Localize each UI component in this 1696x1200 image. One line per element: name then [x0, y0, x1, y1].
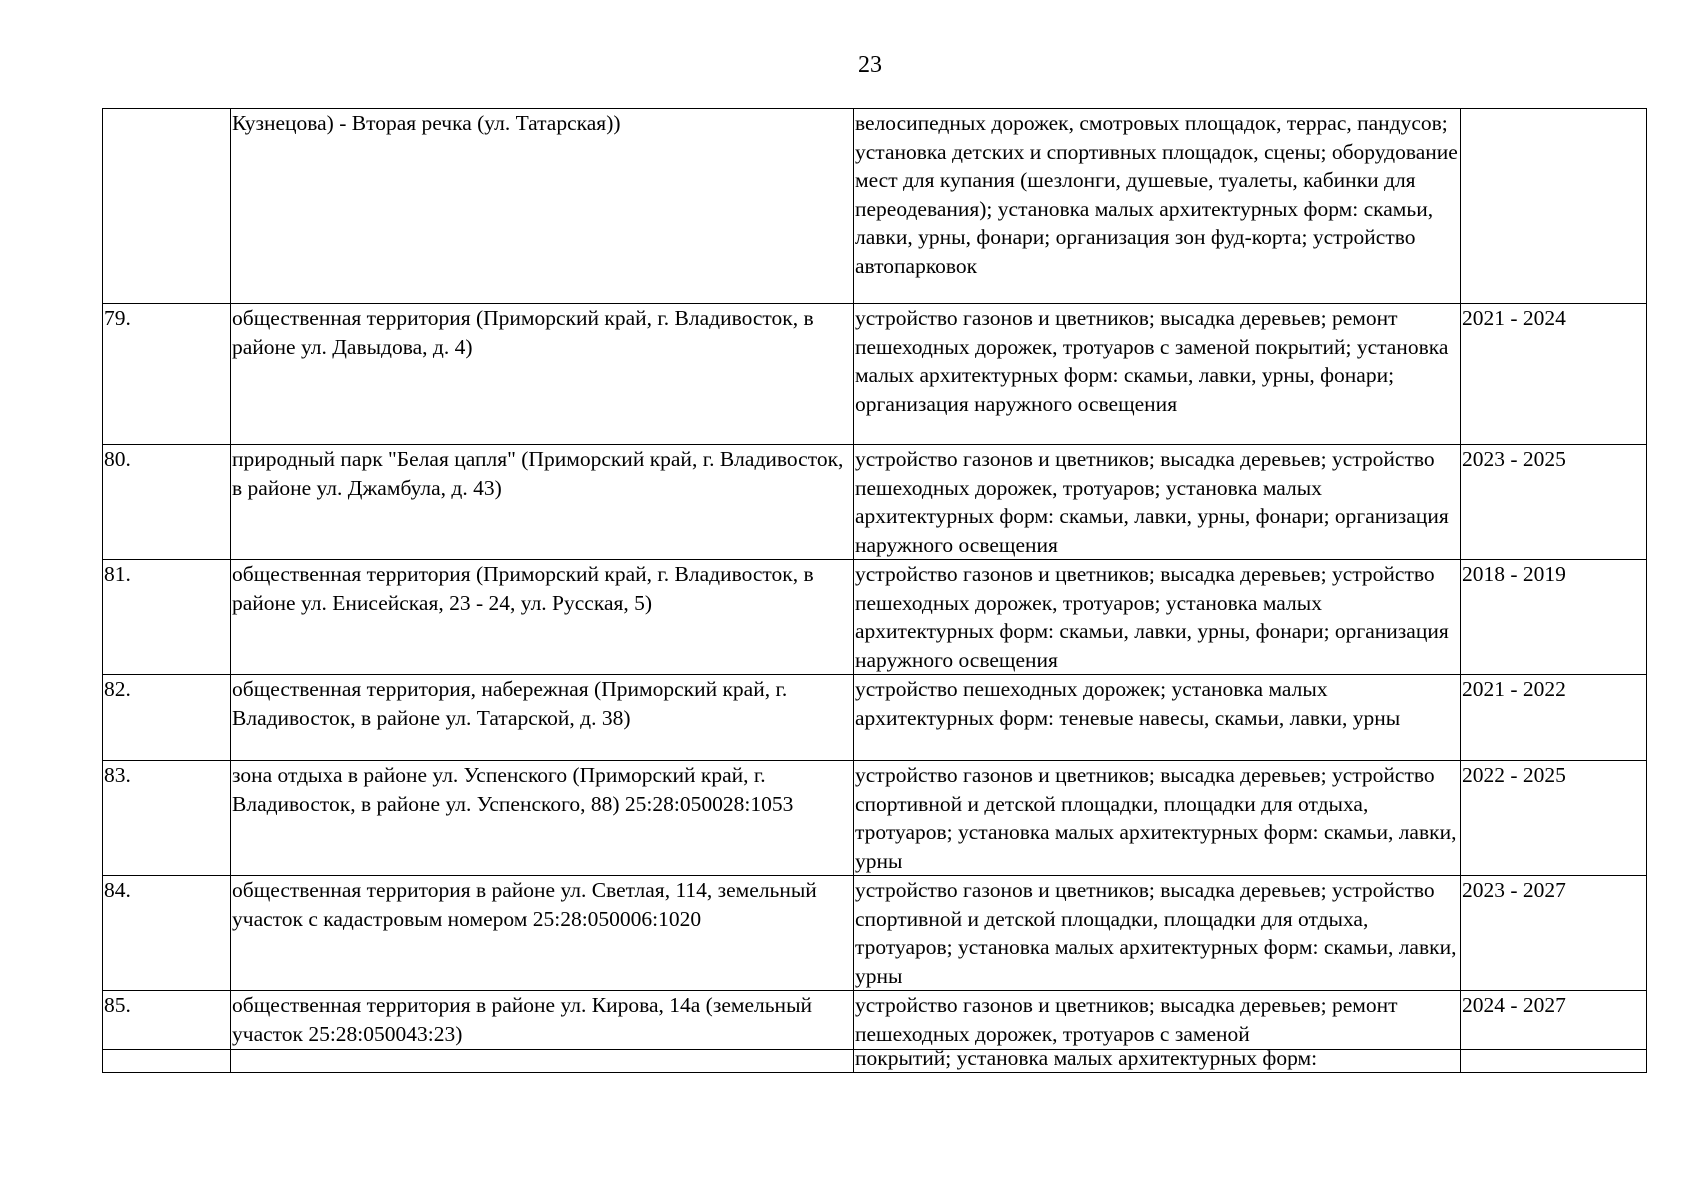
- works-list-cell: устройство газонов и цветников; высадка деревьев; устройство спортивной и детской площадки, площадки для отдыха, тротуаров; установка малых архитектурных форм: скамьи, лавки, урны: [854, 761, 1461, 876]
- territory-name-cell: зона отдыха в районе ул. Успенского (Приморский край, г. Владивосток, в районе ул. Успенского, 88) 25:28:050028:1053: [231, 761, 854, 876]
- table-row: [103, 560, 1647, 675]
- table-row: [103, 675, 1647, 761]
- territory-name-cell: общественная территория в районе ул. Кирова, 14а (земельный участок 25:28:050043:23): [231, 991, 854, 1050]
- territory-name-cell: [231, 1050, 854, 1073]
- territories-table: [102, 108, 1647, 1073]
- territory-name-cell: общественная территория, набережная (Приморский край, г. Владивосток, в районе ул. Татарской, д. 38): [231, 675, 854, 761]
- works-list-cell: велосипедных дорожек, смотровых площадок, террас, пандусов; установка детских и спортивных площадок, сцены; оборудование мест для купания (шезлонги, душевые, туалеты, кабинки для переодевания); установка малых архитектурных форм: скамьи, лавки, урны, фонари; организация зон фуд-корта; устройство автопарковок: [854, 109, 1461, 304]
- table-row: [103, 445, 1647, 560]
- implementation-years-cell: 2021 - 2024: [1461, 304, 1647, 445]
- table-row: [103, 1050, 1647, 1073]
- works-list-text: покрытий; установка малых архитектурных форм:: [855, 1050, 1318, 1070]
- territory-name-cell: Кузнецова) - Вторая речка (ул. Татарская)): [231, 109, 854, 304]
- works-list-cell: [854, 1050, 1461, 1073]
- table-row: [103, 109, 1647, 304]
- implementation-years-cell: [1461, 1050, 1647, 1073]
- works-list-cell: устройство газонов и цветников; высадка деревьев; устройство пешеходных дорожек, тротуаров; установка малых архитектурных форм: скамьи, лавки, урны, фонари; организация наружного освещения: [854, 445, 1461, 560]
- page-number: 23: [858, 52, 882, 78]
- row-number-cell: [103, 1050, 231, 1073]
- table-row: [103, 876, 1647, 991]
- row-number-cell: [103, 109, 231, 304]
- row-number-cell: 85.: [103, 991, 231, 1050]
- works-list-cell: устройство газонов и цветников; высадка деревьев; ремонт пешеходных дорожек, тротуаров с заменой покрытий; установка малых архитектурных форм: скамьи, лавки, урны, фонари; организация наружного освещения: [854, 304, 1461, 445]
- implementation-years-cell: 2021 - 2022: [1461, 675, 1647, 761]
- territory-name-cell: общественная территория (Приморский край, г. Владивосток, в районе ул. Давыдова, д. 4): [231, 304, 854, 445]
- implementation-years-cell: 2024 - 2027: [1461, 991, 1647, 1050]
- row-number-cell: 80.: [103, 445, 231, 560]
- implementation-years-cell: 2023 - 2027: [1461, 876, 1647, 991]
- territory-name-cell: общественная территория в районе ул. Светлая, 114, земельный участок с кадастровым номером 25:28:050006:1020: [231, 876, 854, 991]
- table-row: [103, 304, 1647, 445]
- row-number-cell: 84.: [103, 876, 231, 991]
- implementation-years-cell: 2023 - 2025: [1461, 445, 1647, 560]
- implementation-years-cell: 2022 - 2025: [1461, 761, 1647, 876]
- row-number-cell: 82.: [103, 675, 231, 761]
- implementation-years-cell: [1461, 109, 1647, 304]
- works-list-cell: устройство газонов и цветников; высадка деревьев; устройство пешеходных дорожек, тротуаров; установка малых архитектурных форм: скамьи, лавки, урны, фонари; организация наружного освещения: [854, 560, 1461, 675]
- table-row: [103, 991, 1647, 1050]
- territory-name-cell: общественная территория (Приморский край, г. Владивосток, в районе ул. Енисейская, 23 - 24, ул. Русская, 5): [231, 560, 854, 675]
- row-number-cell: 83.: [103, 761, 231, 876]
- row-number-cell: 81.: [103, 560, 231, 675]
- works-list-cell: устройство пешеходных дорожек; установка малых архитектурных форм: теневые навесы, скамьи, лавки, урны: [854, 675, 1461, 761]
- works-list-cell: устройство газонов и цветников; высадка деревьев; устройство спортивной и детской площадки, площадки для отдыха, тротуаров; установка малых архитектурных форм: скамьи, лавки, урны: [854, 876, 1461, 991]
- table-row: [103, 761, 1647, 876]
- implementation-years-cell: 2018 - 2019: [1461, 560, 1647, 675]
- territory-name-cell: природный парк "Белая цапля" (Приморский край, г. Владивосток, в районе ул. Джамбула, д. 43): [231, 445, 854, 560]
- works-list-cell: устройство газонов и цветников; высадка деревьев; ремонт пешеходных дорожек, тротуаров с заменой: [854, 991, 1461, 1050]
- row-number-cell: 79.: [103, 304, 231, 445]
